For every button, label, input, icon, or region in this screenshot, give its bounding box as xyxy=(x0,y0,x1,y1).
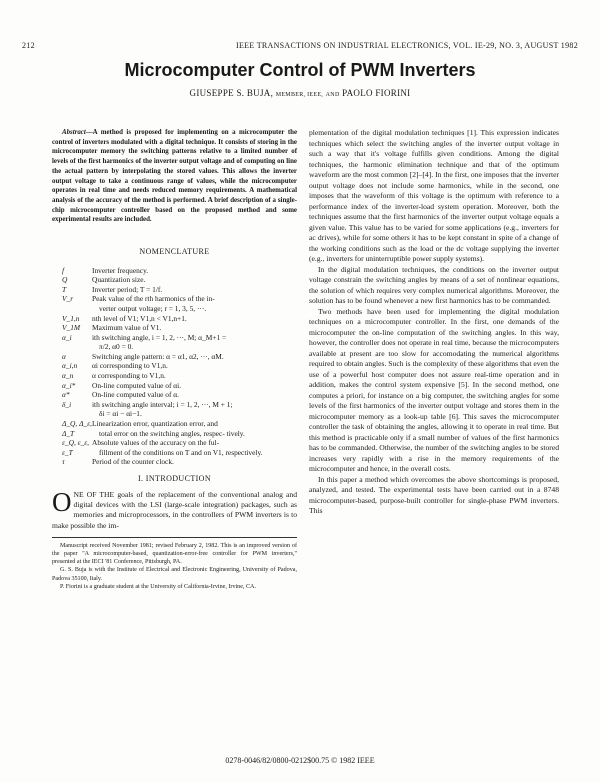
nomenclature-item xyxy=(52,314,297,324)
nom-symbol: f xyxy=(62,265,65,275)
intro-body: goals of the replacement of the conventional analog and digital devices with the LSI (large-scale integration) packages, such as memories and microprocessors, in the controllers of PWM inverters is to make possible the im- xyxy=(52,489,297,530)
nom-def-cont: π/2, α0 = 0. xyxy=(99,342,134,352)
nom-def-text: ith switching angle, i = 1, 2, ···, M; α_M+1 = xyxy=(92,332,227,342)
nom-symbol: α_n xyxy=(62,371,74,381)
nom-def-cont: δi = αi − αi−1. xyxy=(99,409,142,419)
author-2: PAOLO FIORINI xyxy=(342,88,411,98)
nom-definition xyxy=(92,323,297,333)
abstract-label: Abstract xyxy=(62,129,86,136)
copyright-line: 0278-0046/82/0800-0212$00.75 © 1982 IEEE xyxy=(225,756,375,765)
nom-def-text: Absolute values of the accuracy on the ful- xyxy=(92,438,220,448)
nom-definition xyxy=(92,285,297,295)
nom-symbol: V_1M xyxy=(62,323,81,333)
intro-lead: NE OF THE xyxy=(73,489,115,499)
nomenclature-item xyxy=(52,352,297,362)
nomenclature-item xyxy=(52,390,297,400)
nomenclature-item xyxy=(52,381,297,391)
nom-definition xyxy=(92,294,297,313)
nom-symbol: α_i,n xyxy=(62,361,78,371)
nom-def-cont: fillment of the conditions on T and on V1, respectively. xyxy=(99,447,263,457)
author-1: GIUSEPPE S. BUJA, xyxy=(189,88,274,98)
nomenclature-item xyxy=(52,400,297,419)
nom-symbol: V_1,n xyxy=(62,313,80,323)
nomenclature-item xyxy=(52,457,297,467)
nom-definition xyxy=(92,419,297,438)
nom-definition xyxy=(92,275,297,285)
journal-header: IEEE TRANSACTIONS ON INDUSTRIAL ELECTRONICS, VOL. IE-29, NO. 3, AUGUST 1982 xyxy=(236,41,578,50)
nom-def-text: Period of the counter clock. xyxy=(92,457,174,467)
nom-symbol: Δ_Q, Δ_ε, Δ_T xyxy=(62,419,92,438)
nom-definition xyxy=(92,381,297,391)
nom-symbol: V_r xyxy=(62,294,74,304)
nom-definition xyxy=(92,371,297,381)
author-membership: MEMBER, IEEE, xyxy=(275,92,324,98)
nom-def-text: Quantization size. xyxy=(92,275,146,285)
body-paragraph: Two methods have been used for implementing the digital modulation techniques on a microcomputer controller. In the first, one demands of the microcomputer the on-line computation of the switching angles. In this way, however, the controller does not operate in real time, because the microcomputers available at present are too slow for accomodating the numerical algorithms required to obtain angles. Such is the complexity of these algorithms that even the use of a powerful host computer does not assure real-time operation and in addition, makes the control system expensive [5]. In the second method, one computes a priori, for instance on a big computer, the switching angles for some levels of the first harmonics of the inverter output voltage and stores them in the microcomputer memory as a look-up table [6]. This saves the microcomputer controller the task of obtaining the angles, allowing it to operate in real time. But this method is practicable only if a small number of values of the first harmonics has to be commanded. Otherwise, the number of the switching angles to be stored increases very rapidly with a rise in the memory requirements of the microcomputer and hence, in the overall costs. xyxy=(309,306,559,473)
nom-def-text: Maximum value of V1. xyxy=(92,323,162,333)
nom-def-text: αi corresponding to V1,n. xyxy=(92,361,168,371)
nom-definition xyxy=(92,333,297,352)
page-number: 212 xyxy=(22,41,35,50)
nom-def-text: Linearization error, quantization error, and xyxy=(92,419,218,429)
footnote-manuscript: Manuscript received November 1981; revised February 2, 1982. This is an improved version of the paper "A microcomputer-based, quantization-error-free controller for PWM inverters," presented at the IECI '81 Conference, Pittsburgh, PA. xyxy=(52,543,297,566)
nom-definition xyxy=(92,438,297,457)
left-column xyxy=(52,128,297,591)
nom-definition xyxy=(92,314,297,324)
nom-definition xyxy=(92,457,297,467)
nom-symbol: Q xyxy=(62,275,68,285)
nom-symbol: ε_Q, ε_ε, ε_T xyxy=(62,438,90,457)
right-column xyxy=(309,128,559,517)
nom-def-text: α corresponding to V1,n. xyxy=(92,371,166,381)
nomenclature-item xyxy=(52,275,297,285)
paper-title: Microcomputer Control of PWM Inverters xyxy=(124,60,476,80)
nom-symbol: α_i* xyxy=(62,380,76,390)
body-paragraph: plementation of the digital modulation techniques [1]. This expression indicates techniques which select the switching angles of the inverter output voltage in such a way that it's voltage fulfills given conditions. Among the digital techniques, the harmonic elimination technique and that of the optimum waveform are the most common [2]–[4]. In the first, one imposes that the inverter output voltage does not include some harmonics, while in the second, one imposes that the waveform of this voltage is the optimum with reference to a performance index of the inverter-load system operation. Moreover, both the techniques assume that the first harmonics of the inverter output voltage equals a given value. This value has to be varied for some applications (e.g., inverters for ac drives), while for some others it has to be kept constant in spite of a change of the working conditions such as the load or the dc voltage supplying the inverter (e.g., inverters for uninterruptible power supply systems). xyxy=(309,128,559,263)
nom-def-text: nth level of V1; V1,n < V1,n+1. xyxy=(92,313,187,323)
nom-symbol: α xyxy=(62,351,66,361)
nom-def-text: ith switching angle interval; i = 1, 2, ···, M + 1; xyxy=(92,399,233,409)
drop-cap: O xyxy=(52,486,72,517)
nomenclature-heading: NOMENCLATURE xyxy=(139,247,210,257)
nom-symbol: T xyxy=(62,284,67,294)
introduction-heading: I. INTRODUCTION xyxy=(137,474,212,483)
abstract xyxy=(52,128,297,225)
nomenclature-item xyxy=(52,333,297,352)
nom-def-text: On-line computed value of α. xyxy=(92,390,179,400)
nom-def-text: Peak value of the rth harmonics of the in- xyxy=(92,294,215,304)
abstract-text: —A method is proposed for implementing on a microcomputer the control of inverters modulated with a digital technique. It consists of storing in the microcomputer memory the switching patterns relative to a limited number of levels of the first harmonics of the inverter output voltage and of computing on line the actual pattern by interpolating the stored values. This allows the inverter output voltage to take a continuous range of values, while the microcomputer operates in real time and needs reduced memory requirements. A mathematical analysis of the accuracy of the method is performed. A brief description of a single-chip microcomputer controller based on the proposed method and some experimental results are included. xyxy=(52,129,297,224)
nomenclature-list xyxy=(52,266,297,467)
nomenclature-item xyxy=(52,419,297,438)
footnote xyxy=(52,537,297,591)
nom-def-cont: verter output voltage; r = 1, 3, 5, ···. xyxy=(99,303,207,313)
nom-def-text: Inverter period; T = 1/f. xyxy=(92,284,163,294)
nom-def-text: On-line computed value of αi. xyxy=(92,380,182,390)
nomenclature-item xyxy=(52,361,297,371)
nom-symbol: τ xyxy=(62,457,65,467)
nom-definition xyxy=(92,266,297,276)
footnote-author-2: P. Fiorini is a graduate student at the University of California-Irvine, Irvine, CA. xyxy=(60,583,256,590)
author-conjunction: AND xyxy=(325,92,340,98)
nomenclature-item xyxy=(52,294,297,313)
nom-definition xyxy=(92,352,297,362)
nom-symbol: α* xyxy=(62,390,70,400)
body-paragraph: In the digital modulation techniques, the conditions on the inverter output voltage constrain the switching angles by means of a set of nonlinear equations, the solution of which requires very complex numerical algorithms. Moreover, the solution has to be found whenever a new first harmonics has to be commanded. xyxy=(309,264,559,305)
footnote-author-1: G. S. Buja is with the Institute of Electrical and Electronic Engineering, University of Padova, Padova 35100, Italy. xyxy=(52,567,297,582)
nom-def-text: Inverter frequency. xyxy=(92,265,149,275)
nom-def-cont: total error on the switching angles, respec- tively. xyxy=(99,428,245,438)
nomenclature-item xyxy=(52,438,297,457)
nomenclature-item xyxy=(52,323,297,333)
nom-symbol: α_i xyxy=(62,332,72,342)
nomenclature-item xyxy=(52,266,297,276)
nom-symbol: δ_i xyxy=(62,399,72,409)
introduction-text xyxy=(52,486,297,532)
nom-definition xyxy=(92,361,297,371)
nom-definition xyxy=(92,390,297,400)
body-paragraph: In this paper a method which overcomes the above shortcomings is proposed, analyzed, and tested. The experimental tests have been carried out in a 8748 microcomputer-based, purpose-built controller for single-phase PWM inverters. This xyxy=(309,474,559,515)
nom-definition xyxy=(92,400,297,419)
nom-def-text: Switching angle pattern: α = α1, α2, ···, αM. xyxy=(92,351,224,361)
nomenclature-item xyxy=(52,285,297,295)
nomenclature-item xyxy=(52,371,297,381)
author-line xyxy=(0,88,600,98)
